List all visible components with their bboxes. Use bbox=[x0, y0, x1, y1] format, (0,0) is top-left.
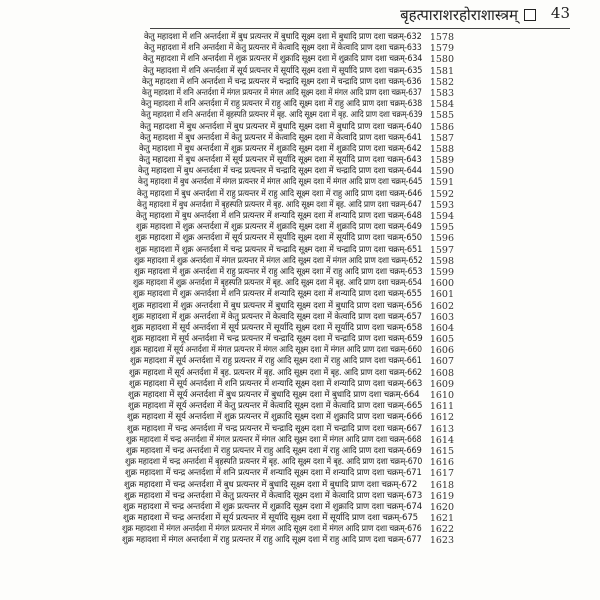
row-title: शुक्र महादशा में शुक्र अन्तर्दशा में राहु प्रत्यन्तर में राहु आदि सूक्ष्म दशा में राहु आदि प्राण दशा चक्रम्-653 bbox=[134, 266, 423, 277]
contents-row bbox=[0, 144, 600, 155]
contents-row bbox=[0, 155, 600, 166]
contents-row bbox=[0, 54, 600, 65]
row-page-number: 1619 bbox=[429, 490, 454, 502]
row-title: शुक्र महादशा में शुक्र अन्तर्दशा में बुध प्रत्यन्तर में बुधादि सूक्ष्म दशा में बुधादि प्राण दशा चक्रम्-656 bbox=[132, 300, 423, 311]
row-page-number: 1598 bbox=[429, 255, 454, 267]
contents-row bbox=[0, 110, 600, 121]
row-title: केतु महादशा में बुध अन्तर्दशा में सूर्य प्रत्यन्तर में सूर्यादि सूक्ष्म दशा में सूर्यादि प्राण दशा चक्रम्-643 bbox=[139, 155, 422, 166]
row-page-number: 1595 bbox=[429, 222, 454, 234]
contents-row bbox=[0, 122, 600, 133]
contents-row bbox=[0, 345, 600, 356]
row-page-number: 1620 bbox=[429, 501, 454, 513]
contents-row bbox=[0, 491, 600, 502]
contents-row bbox=[0, 43, 600, 54]
row-title: शुक्र महादशा में सूर्य अन्तर्दशा में चन्द्र प्रत्यन्तर में चन्द्रादि सूक्ष्म दशा में चन्द्रादि प्राण दशा चक्रम्-659 bbox=[131, 334, 423, 345]
page-number: 43 bbox=[550, 4, 570, 22]
row-title: शुक्र महादशा में शुक्र अन्तर्दशा में शनि प्रत्यन्तर में शन्यादि सूक्ष्म दशा में शन्यादि प्राण दशा चक्रम्-655 bbox=[133, 289, 422, 300]
contents-row bbox=[0, 524, 600, 535]
row-page-number: 1621 bbox=[429, 513, 454, 525]
contents-row bbox=[0, 133, 600, 144]
row-page-number: 1623 bbox=[429, 535, 454, 547]
row-title: शुक्र महादशा में शुक्र अन्तर्दशा में केतु प्रत्यन्तर में केत्वादि सूक्ष्म दशा में केत्वादि प्राण दशा चक्रम्-657 bbox=[132, 311, 422, 322]
row-page-number: 1579 bbox=[429, 43, 454, 55]
contents-row bbox=[0, 177, 600, 188]
contents-row bbox=[0, 301, 600, 312]
row-title: शुक्र महादशा में चन्द्र अन्तर्दशा में शनि प्रत्यन्तर में शन्यादि सूक्ष्म दशा में शन्यादि प्राण दशा चक्रम्-671 bbox=[125, 468, 422, 479]
book-title: बृहत्पाराशरहोराशास्त्रम् bbox=[400, 6, 518, 24]
contents-row bbox=[0, 32, 600, 43]
row-page-number: 1608 bbox=[429, 367, 454, 379]
contents-row bbox=[0, 99, 600, 110]
row-page-number: 1588 bbox=[429, 143, 454, 155]
row-page-number: 1599 bbox=[429, 266, 454, 278]
row-title: शुक्र महादशा में सूर्य अन्तर्दशा में शनि प्रत्यन्तर में शन्यादि सूक्ष्म दशा में शन्यादि प्राण दशा चक्रम्-663 bbox=[129, 378, 423, 389]
row-title: शुक्र महादशा में सूर्य अन्तर्दशा में मंगल प्रत्यन्तर में मंगल आदि सूक्ष्म दशा में मंगल आदि प्राण दशा चक्रम्-660 bbox=[130, 345, 422, 356]
row-title: केतु महादशा में बुध अन्तर्दशा में मंगल प्रत्यन्तर में मंगल आदि सूक्ष्म दशा में मंगल आदि प्राण दशा चक्रम्-645 bbox=[138, 177, 423, 188]
row-page-number: 1593 bbox=[429, 199, 454, 211]
row-page-number: 1610 bbox=[429, 390, 454, 401]
row-title: केतु महादशा में शनि अन्तर्दशा में राहु प्रत्यन्तर में राहु आदि सूक्ष्म दशा में राहु आदि प्राण दशा चक्रम्-638 bbox=[141, 99, 423, 110]
row-title: शुक्र महादशा में शुक्र अन्तर्दशा में मंगल प्रत्यन्तर में मंगल आदि सूक्ष्म दशा में मंगल आदि प्राण दशा चक्रम्-652 bbox=[134, 255, 423, 266]
row-title: केतु महादशा में बुध अन्तर्दशा में बुध प्रत्यन्तर में बुधादि सूक्ष्म दशा में बुधादि प्राण दशा चक्रम्-640 bbox=[140, 121, 422, 132]
contents-row bbox=[0, 166, 600, 177]
row-page-number: 1597 bbox=[429, 244, 454, 256]
row-page-number: 1586 bbox=[429, 121, 454, 133]
row-title: शुक्र महादशा में चन्द्र अन्तर्दशा में मंगल प्रत्यन्तर में मंगल आदि सूक्ष्म दशा में मंगल आदि प्राण दशा चक्रम्-668 bbox=[126, 434, 422, 445]
row-title: शुक्र महादशा में चन्द्र अन्तर्दशा में शुक्र प्रत्यन्तर में शुक्रादि सूक्ष्म दशा में शुक्रादि प्राण दशा चक्रम्-674 bbox=[123, 501, 423, 512]
contents-row bbox=[0, 412, 600, 423]
row-title: शुक्र महादशा में चन्द्र अन्तर्दशा में केतु प्रत्यन्तर में केत्वादि सूक्ष्म दशा में केत्वादि प्राण दशा चक्रम्-673 bbox=[124, 490, 423, 501]
contents-row bbox=[0, 233, 600, 244]
row-page-number: 1618 bbox=[429, 479, 454, 491]
contents-row bbox=[0, 356, 600, 367]
contents-row bbox=[0, 535, 600, 546]
row-title: केतु महादशा में शनि अन्तर्दशा में चन्द्र प्रत्यन्तर में चन्द्रादि सूक्ष्म दशा में चन्द्रादि प्राण दशा चक्रम्-636 bbox=[142, 76, 422, 87]
running-header bbox=[150, 2, 570, 30]
row-page-number: 1592 bbox=[429, 188, 454, 200]
row-page-number: 1605 bbox=[429, 334, 454, 346]
row-title: केतु महादशा में शनि अन्तर्दशा में मंगल प्रत्यन्तर में मंगल आदि सूक्ष्म दशा में मंगल आदि प्राण दशा चक्रम्-637 bbox=[142, 87, 422, 98]
row-title: शुक्र महादशा में सूर्य अन्तर्दशा में सूर्य प्रत्यन्तर में सूर्यादि सूक्ष्म दशा में सूर्यादि प्राण दशा चक्रम्-658 bbox=[131, 322, 423, 333]
contents-row bbox=[0, 312, 600, 323]
row-page-number: 1600 bbox=[429, 278, 454, 290]
header-rule bbox=[150, 28, 570, 29]
contents-row bbox=[0, 245, 600, 256]
row-page-number: 1611 bbox=[429, 401, 454, 413]
row-title: शुक्र महादशा में चन्द्र अन्तर्दशा में राहु प्रत्यन्तर में राहु आदि सूक्ष्म दशा में राहु आदि प्राण दशा चक्रम्-669 bbox=[126, 445, 422, 456]
contents-row bbox=[0, 289, 600, 300]
contents-row bbox=[0, 379, 600, 390]
contents-row bbox=[0, 401, 600, 412]
contents-row bbox=[0, 211, 600, 222]
row-title: शुक्र महादशा में शुक्र अन्तर्दशा में बृहस्पति प्रत्यन्तर में बृह. आदि सूक्ष्म दशा में बृह. आदि प्राण दशा चक्रम्-654 bbox=[133, 278, 422, 289]
row-page-number: 1609 bbox=[429, 378, 454, 390]
row-title: केतु महादशा में शनि अन्तर्दशा में सूर्य प्रत्यन्तर में सूर्यादि सूक्ष्म दशा में सूर्यादि प्राण दशा चक्रम्-635 bbox=[143, 65, 423, 76]
row-page-number: 1594 bbox=[429, 211, 454, 222]
contents-row bbox=[0, 256, 600, 267]
row-page-number: 1617 bbox=[429, 468, 454, 480]
row-title: केतु महादशा में बुध अन्तर्दशा में शनि प्रत्यन्तर में शन्यादि सूक्ष्म दशा में शन्यादि प्राण दशा चक्रम्-648 bbox=[136, 211, 422, 221]
row-title: शुक्र महादशा में शुक्र अन्तर्दशा में सूर्य प्रत्यन्तर में सूर्यादि सूक्ष्म दशा में सूर्यादि प्राण दशा चक्रम्-650 bbox=[135, 233, 422, 244]
row-title: शुक्र महादशा में मंगल अन्तर्दशा में राहु प्रत्यन्तर में राहु आदि सूक्ष्म दशा में राहु आदि प्राण दशा चक्रम्-677 bbox=[122, 535, 422, 546]
row-page-number: 1622 bbox=[429, 524, 454, 536]
row-title: केतु महादशा में बुध अन्तर्दशा में बृहस्पति प्रत्यन्तर में बृह. आदि सूक्ष्म दशा में बृह. आदि प्राण दशा चक्रम्-647 bbox=[137, 199, 422, 210]
contents-row bbox=[0, 222, 600, 233]
row-page-number: 1581 bbox=[429, 65, 454, 77]
row-title: केतु महादशा में शनि अन्तर्दशा में शुक्र प्रत्यन्तर में शुक्रादि सूक्ष्म दशा में शुक्रादि प्राण दशा चक्रम्-634 bbox=[143, 54, 423, 65]
row-page-number: 1584 bbox=[429, 99, 454, 111]
row-title: शुक्र महादशा में शुक्र अन्तर्दशा में चन्द्र प्रत्यन्तर में चन्द्रादि सूक्ष्म दशा में चन्द्रादि प्राण दशा चक्रम्-651 bbox=[135, 244, 423, 255]
contents-list bbox=[0, 32, 600, 547]
row-page-number: 1578 bbox=[429, 32, 454, 43]
row-title: केतु महादशा में शनि अन्तर्दशा में केतु प्रत्यन्तर में केत्वादि सूक्ष्म दशा में केत्वादि प्राण दशा चक्रम्-633 bbox=[144, 43, 422, 54]
row-title: शुक्र महादशा में चन्द्र अन्तर्दशा में बृहस्पति प्रत्यन्तर में बृह. आदि सूक्ष्म दशा में बृह. आदि प्राण दशा चक्रम्-670 bbox=[125, 457, 423, 468]
contents-row bbox=[0, 200, 600, 211]
row-page-number: 1613 bbox=[429, 423, 454, 435]
row-title: केतु महादशा में बुध अन्तर्दशा में शुक्र प्रत्यन्तर में शुक्रादि सूक्ष्म दशा में शुक्रादि प्राण दशा चक्रम्-642 bbox=[139, 143, 422, 154]
row-title: शुक्र महादशा में मंगल अन्तर्दशा में मंगल प्रत्यन्तर में मंगल आदि सूक्ष्म दशा में मंगल आदि प्राण दशा चक्रम्-676 bbox=[122, 524, 422, 535]
contents-row bbox=[0, 468, 600, 479]
row-title: शुक्र महादशा में सूर्य अन्तर्दशा में राहु प्रत्यन्तर में राहु आदि सूक्ष्म दशा में राहु आदि प्राण दशा चक्रम्-661 bbox=[130, 356, 422, 367]
square-ornament-icon bbox=[524, 9, 536, 21]
row-page-number: 1604 bbox=[429, 322, 454, 334]
contents-row bbox=[0, 77, 600, 88]
row-page-number: 1602 bbox=[429, 300, 454, 312]
contents-row bbox=[0, 446, 600, 457]
row-page-number: 1596 bbox=[429, 233, 454, 245]
row-title: शुक्र महादशा में चन्द्र अन्तर्दशा में बुध प्रत्यन्तर में बुधादि सूक्ष्म दशा में बुधादि प्राण दशा चक्रम्-672 bbox=[124, 479, 418, 490]
row-title: केतु महादशा में बुध अन्तर्दशा में राहु प्रत्यन्तर में राहु आदि सूक्ष्म दशा में राहु आदि प्राण दशा चक्रम्-646 bbox=[137, 188, 423, 199]
row-page-number: 1601 bbox=[429, 289, 454, 301]
row-title: केतु महादशा में बुध अन्तर्दशा में चन्द्र प्रत्यन्तर में चन्द्रादि सूक्ष्म दशा में चन्द्रादि प्राण दशा चक्रम्-644 bbox=[138, 166, 422, 177]
row-title: शुक्र महादशा में सूर्य अन्तर्दशा में केतु प्रत्यन्तर में केत्वादि सूक्ष्म दशा में केत्वादि प्राण दशा चक्रम्-665 bbox=[128, 401, 423, 412]
row-page-number: 1591 bbox=[429, 177, 454, 189]
contents-row bbox=[0, 88, 600, 99]
row-page-number: 1582 bbox=[429, 76, 454, 88]
contents-row bbox=[0, 390, 600, 401]
row-title: केतु महादशा में शनि अन्तर्दशा में बुध प्रत्यन्तर में बुधादि सूक्ष्म दशा में बुधादि प्राण दशा चक्रम्-632 bbox=[144, 32, 422, 42]
row-page-number: 1587 bbox=[429, 132, 454, 144]
contents-row bbox=[0, 267, 600, 278]
row-page-number: 1603 bbox=[429, 311, 454, 323]
row-page-number: 1590 bbox=[429, 166, 454, 178]
row-page-number: 1614 bbox=[429, 434, 454, 446]
row-page-number: 1606 bbox=[429, 345, 454, 357]
contents-row bbox=[0, 66, 600, 77]
row-page-number: 1612 bbox=[429, 412, 454, 424]
contents-row bbox=[0, 435, 600, 446]
row-title: शुक्र महादशा में चन्द्र अन्तर्दशा में चन्द्र प्रत्यन्तर में चन्द्रादि सूक्ष्म दशा में चन्द्रादि प्राण दशा चक्रम्-667 bbox=[127, 423, 423, 434]
contents-row bbox=[0, 189, 600, 200]
contents-row bbox=[0, 334, 600, 345]
row-title: शुक्र महादशा में सूर्य अन्तर्दशा में शुक्र प्रत्यन्तर में शुक्रादि सूक्ष्म दशा में शुक्रादि प्राण दशा चक्रम्-666 bbox=[127, 412, 423, 423]
row-title: केतु महादशा में शनि अन्तर्दशा में बृहस्पति प्रत्यन्तर में बृह. आदि सूक्ष्म दशा में बृह. आदि प्राण दशा चक्रम्-639 bbox=[141, 110, 423, 121]
row-title: शुक्र महादशा में सूर्य अन्तर्दशा में बुध प्रत्यन्तर में बुधादि सूक्ष्म दशा में बुधादि प्राण दशा चक्रम्-664 bbox=[128, 390, 420, 400]
contents-row bbox=[0, 457, 600, 468]
row-title: केतु महादशा में बुध अन्तर्दशा में केतु प्रत्यन्तर में केत्वादि सूक्ष्म दशा में केत्वादि प्राण दशा चक्रम्-641 bbox=[140, 132, 422, 143]
row-page-number: 1585 bbox=[429, 110, 454, 122]
row-page-number: 1589 bbox=[429, 155, 454, 167]
contents-row bbox=[0, 368, 600, 379]
row-page-number: 1580 bbox=[429, 54, 454, 66]
contents-row bbox=[0, 323, 600, 334]
row-title: शुक्र महादशा में चन्द्र अन्तर्दशा में सूर्य प्रत्यन्तर में सूर्यादि सूक्ष्म दशा में सूर्यादि प्राण दशा चक्रम्-675 bbox=[123, 513, 418, 524]
row-page-number: 1615 bbox=[429, 445, 454, 457]
contents-row bbox=[0, 424, 600, 435]
contents-row bbox=[0, 502, 600, 513]
row-title: शुक्र महादशा में सूर्य अन्तर्दशा में बृह. प्रत्यन्तर में बृह. आदि सूक्ष्म दशा में बृह. आदि प्राण दशा चक्रम्-662 bbox=[129, 367, 422, 378]
contents-row bbox=[0, 278, 600, 289]
row-title: शुक्र महादशा में शुक्र अन्तर्दशा में शुक्र प्रत्यन्तर में शुक्रादि सूक्ष्म दशा में शुक्रादि प्राण दशा चक्रम्-649 bbox=[136, 222, 422, 233]
row-page-number: 1583 bbox=[429, 87, 454, 99]
contents-row bbox=[0, 480, 600, 491]
row-page-number: 1607 bbox=[429, 356, 454, 368]
row-page-number: 1616 bbox=[429, 457, 454, 469]
contents-row bbox=[0, 513, 600, 524]
